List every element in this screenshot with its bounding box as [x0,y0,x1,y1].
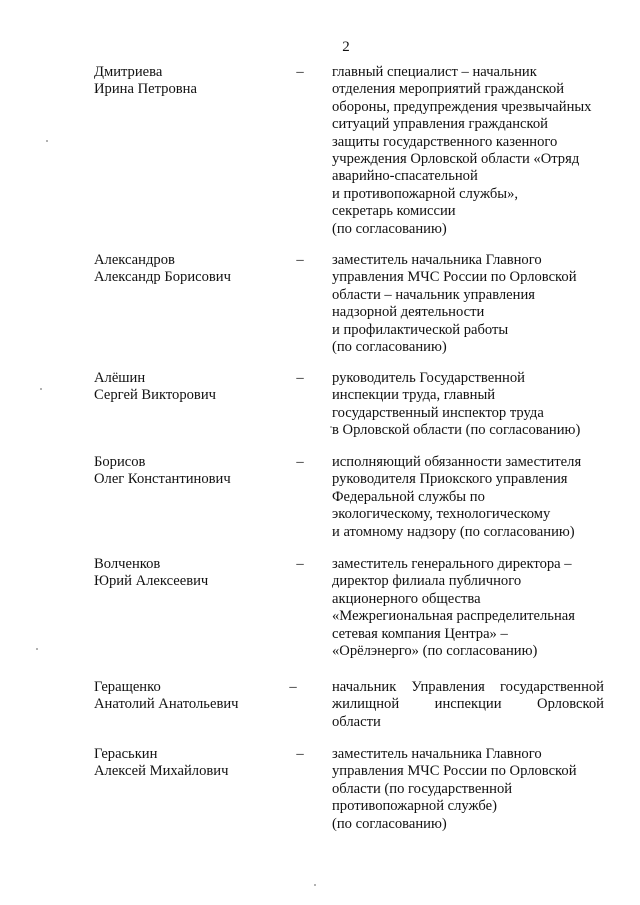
member-name [94,454,294,489]
role-line: заместитель начальника Главного [332,252,542,268]
role-line: начальник Управления государственной [332,679,604,695]
role-line: аварийно-спасательной [332,168,478,185]
role-line: заместитель генерального директора – [332,556,572,572]
member-given-name: Олег Константинович [94,471,231,488]
role-line: и атомному надзору (по согласованию) [332,523,575,540]
scan-speck [314,884,316,886]
role-line: акционерного общества [332,590,481,607]
role-line: руководитель Государственной [332,370,525,386]
member-role [332,252,604,356]
role-line: области [332,713,381,730]
role-line: исполняющий обязанности заместителя [332,454,582,470]
role-line: управления МЧС России по Орловской [332,269,577,286]
member-surname: Дмитриева [94,64,163,80]
role-line: области (по государственной [332,780,513,797]
role-line: «Орёлэнерго» (по согласованию) [332,643,538,660]
role-line: области – начальник управления [332,286,535,303]
role-line: защиты государственного казенного [332,133,558,150]
role-line: секретарь комиссии [332,203,456,220]
role-line: ситуаций управления гражданской [332,116,548,133]
member-surname: Волченков [94,556,161,572]
role-line: в Орловской области (по согласованию) [332,422,581,439]
scan-speck [36,648,38,650]
member-name [94,252,294,287]
member-surname: Борисов [94,454,146,470]
role-line: Федеральной службы по [332,488,485,505]
member-given-name: Юрий Алексеевич [94,573,209,590]
role-line: учреждения Орловской области «Отряд [332,151,580,168]
role-line: сетевая компания Центра» – [332,625,508,642]
role-line: жилищной инспекции Орловской [332,696,604,713]
role-line: «Межрегиональная распределительная [332,608,575,625]
role-line: противопожарной службе) [332,798,497,815]
member-surname: Алёшин [94,370,146,386]
page-number: 2 [342,39,350,55]
role-line: надзорной деятельности [332,304,485,321]
role-line: и противопожарной службы», [332,185,519,202]
role-line: отделения мероприятий гражданской [332,81,565,98]
member-name [94,746,294,781]
separator-dash: – [296,746,304,762]
member-role [332,454,604,541]
member-given-name: Ирина Петровна [94,81,197,98]
member-surname: Александров [94,252,175,268]
member-role [332,679,604,731]
role-line: обороны, предупреждения чрезвычайных [332,98,592,115]
separator-dash: – [296,64,304,80]
member-role [332,556,604,660]
role-line: государственный инспектор труда [332,404,544,421]
member-surname: Геращенко [94,679,161,695]
role-line: (по согласованию) [332,220,447,237]
member-role [332,746,604,833]
separator-dash: – [296,454,304,470]
member-role [332,64,604,238]
member-role [332,370,604,440]
separator-dash: – [289,679,297,695]
role-line: главный специалист – начальник [332,64,537,80]
role-line: (по согласованию) [332,339,447,356]
role-line: руководителя Приокского управления [332,471,568,488]
role-line: и профилактической работы [332,321,509,338]
scan-speck [330,426,332,428]
separator-dash: – [296,370,304,386]
member-given-name: Александр Борисович [94,269,231,286]
scan-speck [40,388,42,390]
member-given-name: Анатолий Анатольевич [94,696,239,713]
role-line: заместитель начальника Главного [332,746,542,762]
member-name [94,64,294,99]
role-line: управления МЧС России по Орловской [332,763,577,780]
member-name [94,679,294,714]
role-line: экологическому, технологическому [332,506,551,523]
scan-speck [46,140,48,142]
member-name [94,370,294,405]
member-name [94,556,294,591]
member-given-name: Сергей Викторович [94,387,216,404]
member-given-name: Алексей Михайлович [94,763,229,780]
member-surname: Гераськин [94,746,158,762]
role-line: (по согласованию) [332,815,447,832]
separator-dash: – [296,556,304,572]
separator-dash: – [296,252,304,268]
role-line: директор филиала публичного [332,573,522,590]
role-line: инспекции труда, главный [332,387,496,404]
